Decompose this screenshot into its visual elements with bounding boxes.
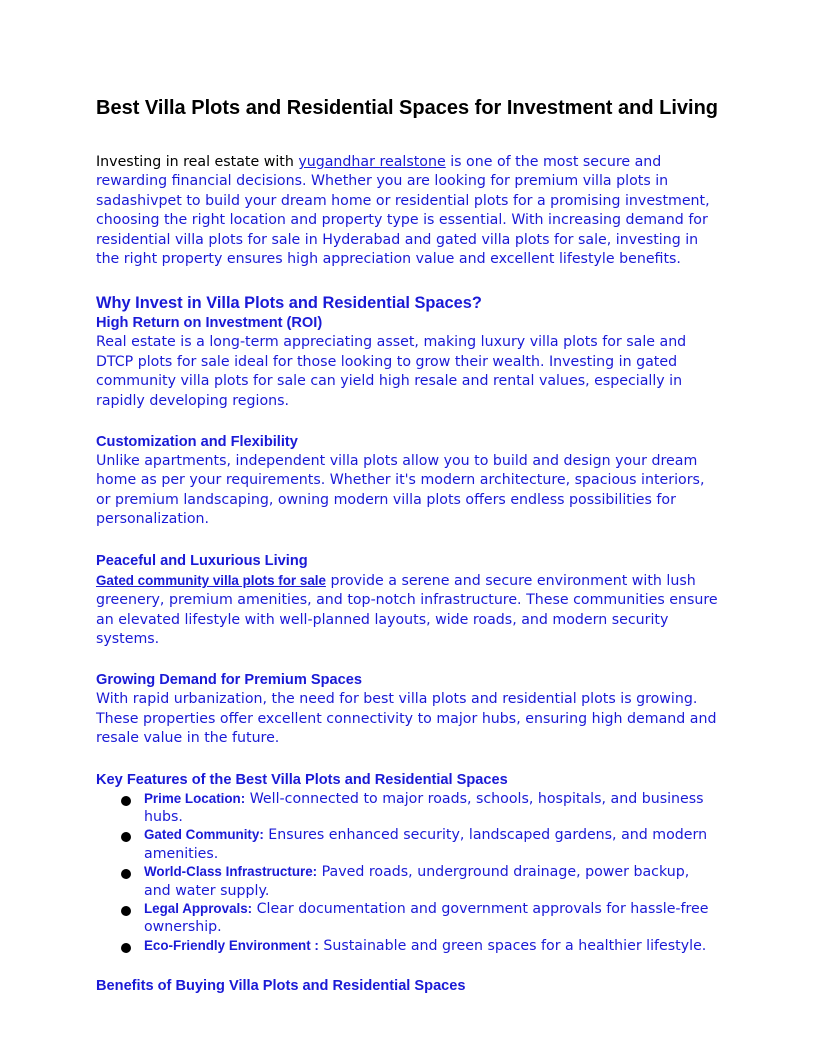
list-item <box>96 826 720 862</box>
roi-heading: High Return on Investment (ROI) <box>96 315 323 332</box>
bullet-icon <box>121 943 131 953</box>
peaceful-paragraph <box>96 571 720 650</box>
yugandhar-realstone-link[interactable]: yugandhar realstone <box>298 154 446 170</box>
feature-text: Ensures enhanced security, landscaped gardens, and modern amenities. <box>144 827 708 862</box>
feature-label: Gated Community: <box>144 827 264 843</box>
bullet-icon <box>121 869 131 879</box>
peaceful-text: provide a serene and secure environment with lush greenery, premium amenities, and top-notch infrastructure. These communities ensure an elevated lifestyle with well-planned layouts, wide roads, and modern security systems. <box>96 572 718 647</box>
peaceful-heading: Peaceful and Luxurious Living <box>96 552 308 569</box>
page-title: Best Villa Plots and Residential Spaces for Investment and Living <box>96 97 719 119</box>
benefits-heading: Benefits of Buying Villa Plots and Residential Spaces <box>96 978 466 995</box>
features-heading: Key Features of the Best Villa Plots and Residential Spaces <box>96 771 508 788</box>
list-item <box>96 790 720 826</box>
customization-heading: Customization and Flexibility <box>96 434 298 451</box>
bullet-icon <box>121 906 131 916</box>
bullet-icon <box>121 796 131 806</box>
list-item <box>96 900 720 936</box>
bullet-icon <box>121 832 131 842</box>
gated-community-link[interactable]: Gated community villa plots for sale <box>96 572 326 588</box>
feature-label: World-Class Infrastructure: <box>144 864 318 880</box>
document-page <box>96 94 720 996</box>
intro-rest: is one of the most secure and rewarding financial decisions. Whether you are looking for premium villa plots in sadashivpet to build your dream home or residential plots for a promising investment, choosing the right location and property type is essential. With increasing demand for residential villa plots for sale in Hyderabad and gated villa plots for sale, investing in the right property ensures high appreciation value and excellent lifestyle benefits. <box>96 154 710 268</box>
intro-lead: Investing in real estate with <box>96 154 299 170</box>
feature-text: Well-connected to major roads, schools, hospitals, and business hubs. <box>144 790 704 825</box>
feature-label: Prime Location: <box>144 790 246 806</box>
list-item <box>96 863 720 899</box>
intro-paragraph <box>96 153 720 269</box>
feature-text: Paved roads, underground drainage, power backup, and water supply. <box>144 864 690 899</box>
feature-label: Legal Approvals: <box>144 901 253 917</box>
demand-paragraph: With rapid urbanization, the need for best villa plots and residential plots is growing. These properties offer excellent connectivity to major hubs, ensuring high demand and resale value in the future. <box>96 691 717 747</box>
roi-paragraph: Real estate is a long-term appreciating asset, making luxury villa plots for sale and DTCP plots for sale ideal for those looking to grow their wealth. Investing in gated community villa plots for sale can yield high resale and rental values, especially in rapidly developing regions. <box>96 334 687 409</box>
list-item <box>96 937 720 955</box>
why-invest-heading: Why Invest in Villa Plots and Residential Spaces? <box>96 294 482 313</box>
feature-text: Clear documentation and government approvals for hassle-free ownership. <box>144 901 709 936</box>
feature-text: Sustainable and green spaces for a healthier lifestyle. <box>318 938 707 955</box>
demand-heading: Growing Demand for Premium Spaces <box>96 672 362 689</box>
feature-label: Eco-Friendly Environment : <box>144 938 319 954</box>
customization-paragraph: Unlike apartments, independent villa plots allow you to build and design your dream home as per your requirements. Whether it's modern architecture, spacious interiors, or premium landscaping, owning modern villa plots offers endless possibilities for personalization. <box>96 453 705 528</box>
features-list <box>96 790 720 956</box>
